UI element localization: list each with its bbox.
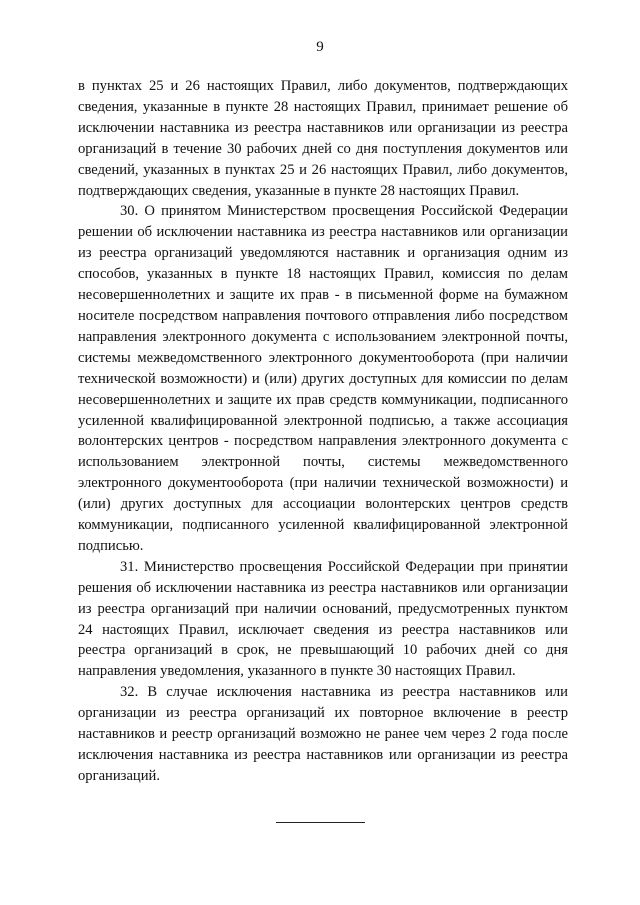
page-number: 9	[316, 39, 324, 55]
end-of-text-divider	[276, 822, 365, 823]
paragraph-continuation: в пунктах 25 и 26 настоящих Правил, либо документов, подтверждающих сведения, указанные в пункте 28 настоящих Правил, принимает решение об исключении наставника из реестра наставников или организации из реестра организаций в течение 30 рабочих дней со дня поступления документов или сведений, указанных в пунктах 25 и 26 настоящих Правил, либо документов, подтверждающих сведения, указанные в пункте 28 настоящих Правил.	[78, 78, 568, 199]
paragraph-item-31: 31. Министерство просвещения Российской Федерации при принятии решения об исключении наставника из реестра наставников или организации из реестра организаций при наличии оснований, предусмотренных пунктом 24 настоящих Правил, исключает сведения из реестра наставников или реестра организаций в срок, не превышающий 10 рабочих дней со дня направления уведомления, указанного в пункте 30 настоящих Правил.	[78, 558, 568, 680]
paragraph-item-30: 30. О принятом Министерством просвещения Российской Федерации решении об исключении наставника из реестра наставников или организации из реестра организаций уведомляются наставник и организация одним из способов, указанных в пункте 18 настоящих Правил, комиссия по делам несовершеннолетних и защите их прав - в письменной форме на бумажном носителе посредством направления почтового отправления либо посредством направления электронного документа с использованием электронной почты, системы межведомственного электронного документооборота (при наличии технической возможности) и (или) других доступных для комиссии по делам несовершеннолетних и защите их прав средств коммуникации, подписанного усиленной квалифицированной электронной подписью, а также ассоциация волонтерских центров - посредством направления электронного документа с использованием электронной почты, системы межведомственного электронного документооборота (при наличии технической возможности) и (или) других доступных для ассоциации волонтерских центров средств коммуникации, подписанного усиленной квалифицированной электронной подписью.	[78, 203, 568, 554]
paragraph-item-32: 32. В случае исключения наставника из реестра наставников или организации из реестра организаций их повторное включение в реестр наставников и реестр организаций возможно не ранее чем через 2 года после исключения наставника из реестра наставников или организации из реестра организаций.	[78, 684, 568, 784]
document-body	[78, 76, 568, 787]
